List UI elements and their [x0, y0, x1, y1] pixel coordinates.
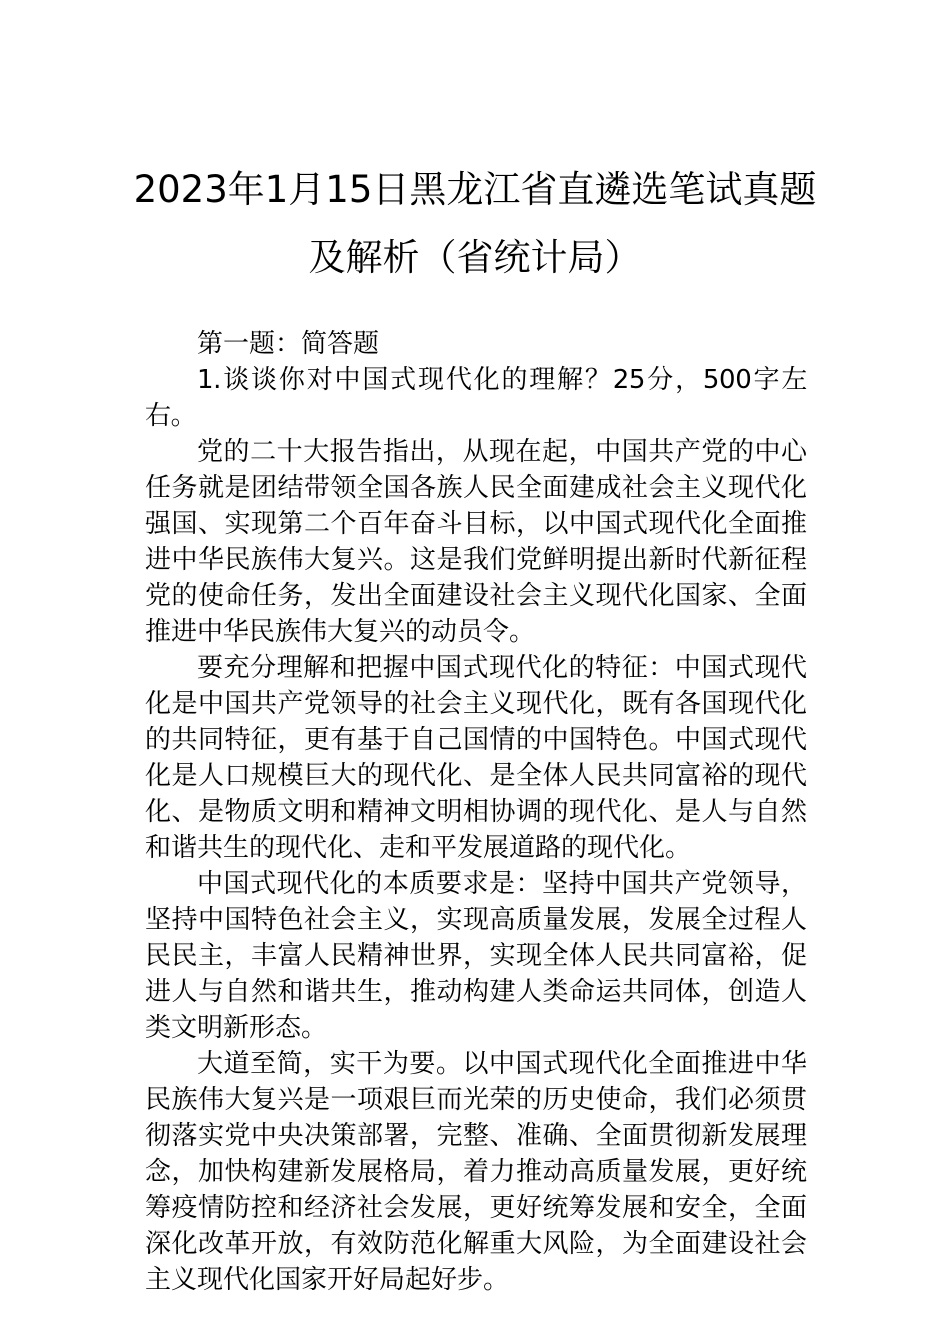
- document-title-line-1: 2023年1月15日黑龙江省直遴选笔试真题: [133, 168, 817, 211]
- answer-paragraph-4: 大道至简，实干为要。以中国式现代化全面推进中华民族伟大复兴是一项艰巨而光荣的历史使命，我们必须贯彻落实党中央决策部署，完整、准确、全面贯彻新发展理念，加快构建新发展格局，着力推动高质量发展，更好统筹疫情防控和经济社会发展，更好统筹发展和安全，全面深化改革开放，有效防范化解重大风险，为全面建设社会主义现代化国家开好局起好步。: [145, 1049, 807, 1295]
- section-heading: 第一题：简答题: [197, 329, 380, 359]
- document-title-line-2: 及解析（省统计局）: [308, 236, 642, 279]
- answer-paragraph-3: 中国式现代化的本质要求是：坚持中国共产党领导，坚持中国特色社会主义，实现高质量发展，发展全过程人民民主，丰富人民精神世界，实现全体人民共同富裕，促进人与自然和谐共生，推动构建人类命运共同体，创造人类文明新形态。: [145, 869, 807, 1043]
- answer-paragraph-2: 要充分理解和把握中国式现代化的特征：中国式现代化是中国共产党领导的社会主义现代化，既有各国现代化的共同特征，更有基于自己国情的中国特色。中国式现代化是人口规模巨大的现代化、是全体人民共同富裕的现代化、是物质文明和精神文明相协调的现代化、是人与自然和谐共生的现代化、走和平发展道路的现代化。: [145, 653, 807, 863]
- question-text: 1.谈谈你对中国式现代化的理解？25分，500字左右。: [145, 365, 807, 431]
- answer-paragraph-1: 党的二十大报告指出，从现在起，中国共产党的中心任务就是团结带领全国各族人民全面建成社会主义现代化强国、实现第二个百年奋斗目标，以中国式现代化全面推进中华民族伟大复兴。这是我们党鲜明提出新时代新征程党的使命任务，发出全面建设社会主义现代化国家、全面推进中华民族伟大复兴的动员令。: [145, 437, 807, 647]
- document-body: [145, 326, 807, 1298]
